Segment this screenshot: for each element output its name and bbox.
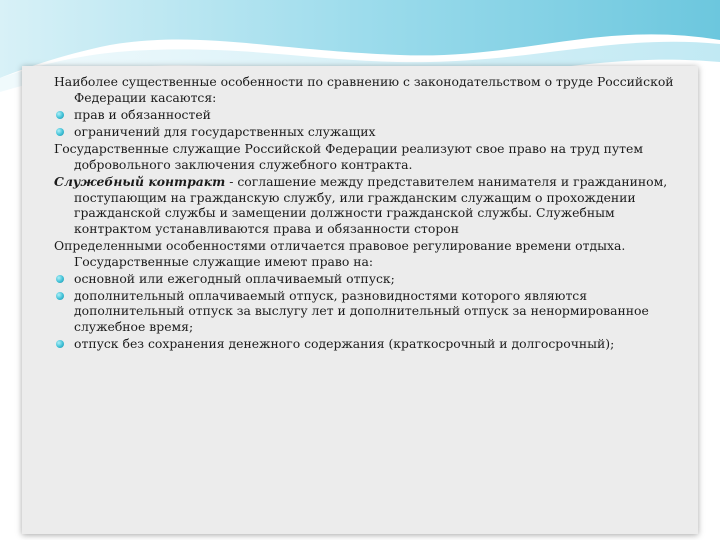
intro-paragraph: Наиболее существенные особенности по сравнению с законодательством о труде Российской Федерации касаются: (54, 74, 674, 105)
bullet-text: отпуск без сохранения денежного содержания (краткосрочный и долгосрочный); (74, 336, 615, 352)
bullet-text: ограничений для государственных служащих (74, 123, 376, 139)
bullet-icon (56, 340, 64, 348)
bullet-icon (56, 275, 64, 283)
slide-content (54, 74, 690, 353)
list-item (54, 124, 690, 140)
list-item (54, 271, 690, 287)
list-item (54, 107, 690, 123)
right-to-work-paragraph: Государственные служащие Российской Федерации реализуют свое право на труд путем добровольного заключения служебного контракта. (54, 141, 643, 172)
bullet-icon (56, 111, 64, 119)
bullet-text: основной или ежегодный оплачиваемый отпуск; (74, 270, 395, 286)
bullet-icon (56, 128, 64, 136)
rest-time-paragraph: Определенными особенностями отличается правовое регулирование времени отдыха. Государственные служащие имеют право на: (54, 237, 626, 269)
bullet-text: дополнительный оплачиваемый отпуск, разновидностями которого являются дополнительный отпуск за выслугу лет и дополнительный отпуск за ненормированное служебное время; (74, 287, 649, 335)
bullet-text: прав и обязанностей (74, 106, 211, 122)
list-item (54, 336, 690, 352)
service-contract-paragraph (54, 174, 690, 236)
list-item (54, 288, 690, 335)
service-contract-definition: - соглашение между представителем нанимателя и гражданином, поступающим на гражданскую службу, или гражданским служащим о прохождении гражданской службы и замещении должности гражданской службы. Служебным контрактом устанавливаются права и обязанности сторон (74, 173, 668, 236)
bullet-icon (56, 292, 64, 300)
term-service-contract: Служебный контракт (54, 173, 226, 189)
